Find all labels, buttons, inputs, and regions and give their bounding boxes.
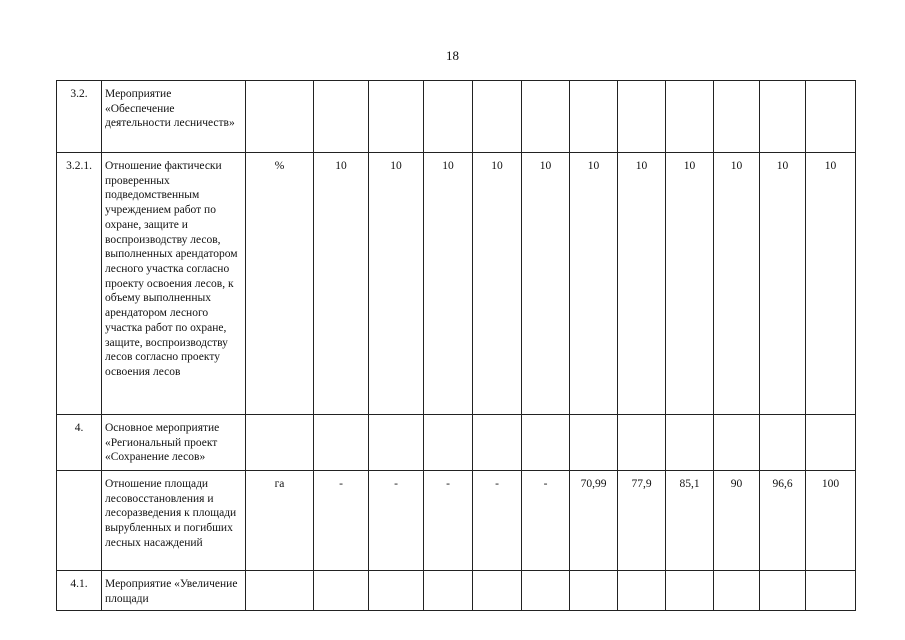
indicator-name-cell: Мероприятие «Увеличение площади: [102, 571, 246, 611]
value-cell: [618, 571, 666, 611]
unit-cell: [246, 415, 314, 471]
value-cell: 90: [714, 471, 760, 571]
value-cell: -: [522, 471, 570, 571]
value-cell: [314, 571, 369, 611]
value-cell: 100: [806, 471, 856, 571]
value-cell: [369, 571, 424, 611]
value-cell: [760, 571, 806, 611]
value-cell: [618, 81, 666, 153]
unit-cell: [246, 571, 314, 611]
row-number-cell: 3.2.1.: [57, 153, 102, 415]
value-cell: 85,1: [666, 471, 714, 571]
value-cell: -: [314, 471, 369, 571]
value-cell: [424, 81, 473, 153]
value-cell: [522, 81, 570, 153]
value-cell: 10: [473, 153, 522, 415]
value-cell: -: [473, 471, 522, 571]
value-cell: [806, 571, 856, 611]
value-cell: [369, 81, 424, 153]
value-cell: [714, 571, 760, 611]
value-cell: 10: [714, 153, 760, 415]
value-cell: -: [369, 471, 424, 571]
value-cell: [473, 571, 522, 611]
value-cell: [522, 415, 570, 471]
value-cell: [714, 415, 760, 471]
unit-cell: га: [246, 471, 314, 571]
value-cell: [314, 81, 369, 153]
value-cell: -: [424, 471, 473, 571]
unit-cell: %: [246, 153, 314, 415]
page-number: 18: [446, 48, 459, 63]
row-number-cell: [57, 471, 102, 571]
unit-cell: [246, 81, 314, 153]
table-row: [57, 415, 856, 471]
value-cell: 10: [570, 153, 618, 415]
value-cell: [314, 415, 369, 471]
table-row: [57, 81, 856, 153]
value-cell: [666, 81, 714, 153]
value-cell: 10: [424, 153, 473, 415]
table-row: [57, 153, 856, 415]
table-row: [57, 571, 856, 611]
value-cell: [760, 415, 806, 471]
value-cell: 96,6: [760, 471, 806, 571]
value-cell: [666, 571, 714, 611]
value-cell: [424, 415, 473, 471]
value-cell: [473, 415, 522, 471]
value-cell: 70,99: [570, 471, 618, 571]
row-number-cell: 4.1.: [57, 571, 102, 611]
value-cell: 10: [760, 153, 806, 415]
value-cell: 10: [314, 153, 369, 415]
value-cell: [369, 415, 424, 471]
value-cell: 10: [666, 153, 714, 415]
value-cell: [522, 571, 570, 611]
value-cell: [618, 415, 666, 471]
data-table: [56, 80, 856, 611]
indicator-name-cell: Мероприятие «Обеспечение деятельности лесничеств»: [102, 81, 246, 153]
row-number-cell: 3.2.: [57, 81, 102, 153]
value-cell: [570, 571, 618, 611]
value-cell: [806, 81, 856, 153]
value-cell: [760, 81, 806, 153]
value-cell: [570, 415, 618, 471]
indicator-name-cell: Основное мероприятие «Региональный проект «Сохранение лесов»: [102, 415, 246, 471]
row-number-cell: 4.: [57, 415, 102, 471]
value-cell: [473, 81, 522, 153]
value-cell: [714, 81, 760, 153]
value-cell: 10: [618, 153, 666, 415]
indicator-name-cell: Отношение площади лесовосстановления и лесоразведения к площади вырубленных и погибших лесных насаждений: [102, 471, 246, 571]
value-cell: 10: [369, 153, 424, 415]
value-cell: 77,9: [618, 471, 666, 571]
indicator-name-cell: Отношение фактически проверенных подведомственным учреждением работ по охране, защите и воспроизводству лесов, выполненных арендатором лесного участка согласно проекту освоения лесов, к объему выполненных арендатором лесного участка работ по охране, защите, воспроизводству лесов согласно проекту освоения лесов: [102, 153, 246, 415]
value-cell: [806, 415, 856, 471]
table-row: [57, 471, 856, 571]
value-cell: [424, 571, 473, 611]
value-cell: 10: [522, 153, 570, 415]
value-cell: 10: [806, 153, 856, 415]
value-cell: [666, 415, 714, 471]
value-cell: [570, 81, 618, 153]
